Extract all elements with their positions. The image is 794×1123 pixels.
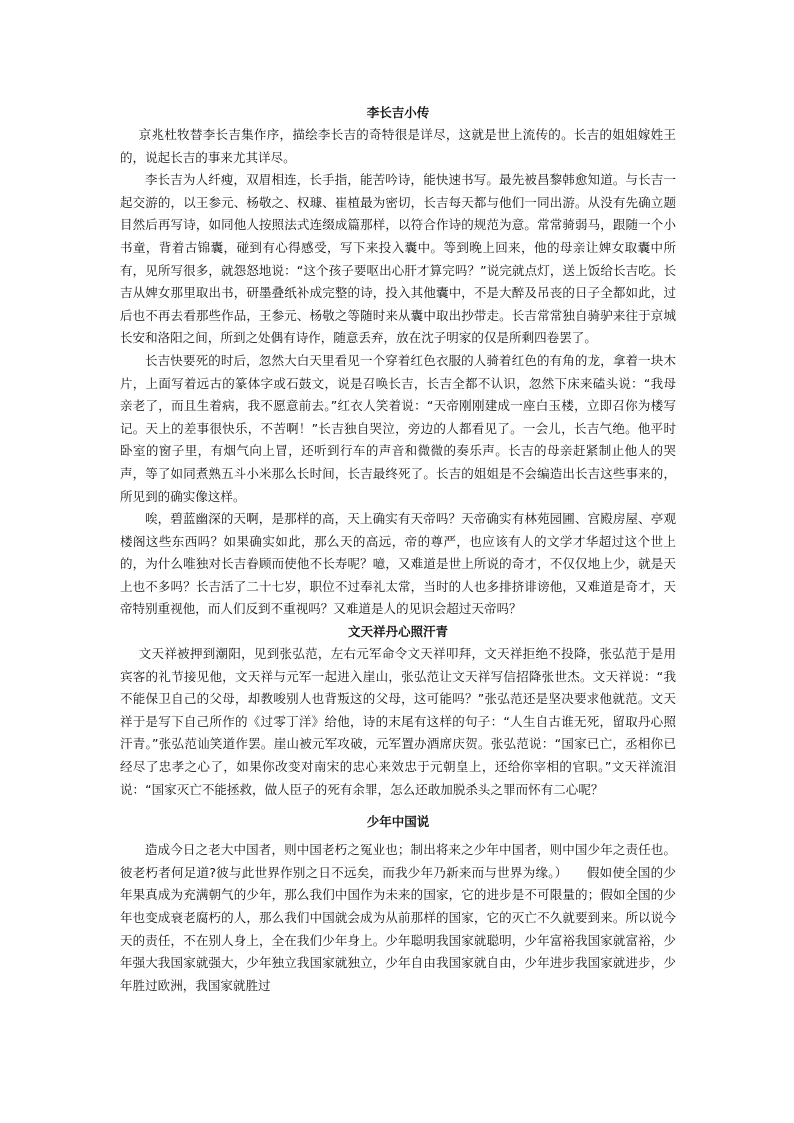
paragraph-li-changji-1: 京兆杜牧替李长吉集作序，描绘李长吉的奇特很是详尽，这就是世上流传的。长吉的姐姐嫁姓王的，说起长吉的事来尤其详尽。 — [120, 127, 676, 165]
paragraph-li-changji-2: 李长吉为人纤瘦，双眉相连，长手指，能苦吟诗，能快速书写。最先被昌黎韩愈知道。与长吉一起交游的，以王参元、杨敬之、权璩、崔植最为密切，长吉每天都与他们一同出游。从没有先确立题目然后再写诗，如同他人按照法式连缀成篇那样，以符合作诗的规范为意。常常骑弱马，跟随一个小书童，背着古锦囊，碰到有心得感受，写下来投入囊中。等到晚上回来，他的母亲让婢女取囊中所有，见所写很多，就怨怒地说：“这个孩子要呕出心肝才算完吗？”说完就点灯，送上饭给长吉吃。长吉从婢女那里取出书，研墨叠纸补成完整的诗，投入其他囊中，不是大醉及吊丧的日子全都如此，过后也不再去看那些作品，王参元、杨敬之等随时来从囊中取出抄带走。长吉常常独自骑驴来往于京城长安和洛阳之间，所到之处偶有诗作，随意丢弃，放在沈子明家的仅是所剩四卷罢了。 — [120, 172, 676, 346]
paragraph-wen-tianxiang-1: 文天祥被押到潮阳，见到张弘范，左右元军命令文天祥叩拜，文天祥拒绝不投降，张弘范于是用宾客的礼节接见他，文天祥与元军一起进入崖山，张弘范让文天祥写信招降张世杰。文天祥说：“我不能保卫自己的父母，却教唆别人也背叛这的父母，这可能吗？”张弘范还是坚决要求他就范。文天祥于是写下自己所作的《过零丁洋》给他，诗的末尾有这样的句子：“人生自古谁无死，留取丹心照汗青。”张弘范讪笑道作罢。崖山被元军攻破，元军置办酒席庆贺。张弘范说：“国家已亡，丞相你已经尽了忠孝之心了，如果你改变对南宋的忠心来效忠于元朝皇上，还给你宰相的官职。”文天祥流泪说：“国家灭亡不能拯救，做人臣子的死有余罪，怎么还敢加脱杀头之罪而怀有二心呢？ — [120, 646, 676, 797]
section-title-shaonian-zhongguo: 少年中国说 — [366, 814, 430, 830]
section-title-li-changji: 李长吉小传 — [366, 105, 430, 120]
paragraph-li-changji-3: 长吉快要死的时后，忽然大白天里看见一个穿着红色衣服的人骑着红色的有角的龙，拿着一块木片，上面写着远古的篆体字或石鼓文，说是召唤长吉，长吉全都不认识，忽然下床来磕头说：“我母亲老了，而且生着病，我不愿意前去。”红衣人笑着说：“天帝刚刚建成一座白玉楼，立即召你为楼写记。天上的差事很快乐，不苦啊！”长吉独自哭泣，旁边的人都看见了。一会儿，长吉气绝。他平时卧室的窗子里，有烟气向上冒，还听到行车的声音和微微的奏乐声。长吉的母亲赶紧制止他人的哭声，等了如同煮熟五斗小米那么长时间，长吉最终死了。长吉的姐姐是不会编造出长吉这些事来的，所见到的确实像这样。 — [120, 352, 676, 504]
paragraph-shaonian-zhongguo-1: 造成今日之老大中国者，则中国老朽之冤业也；制出将来之少年中国者，则中国少年之责任也。彼老朽者何足道?彼与此世界作别之日不远矣，而我少年乃新来而与世界为缘。） 假如使全国的少年果真成为充满朝气的少年，那么我们中国作为未来的国家，它的进步是不可限量的；假如全国的少年也变成衰老腐朽的人，那么我们中国就会成为从前那样的国家，它的灭亡不久就要到来。所以说今天的责任，不在别人身上，全在我们少年身上。少年聪明我国家就聪明，少年富裕我国家就富裕，少年强大我国家就强大，少年独立我国家就独立，少年自由我国家就自由，少年进步我国家就进步，少年胜过欧洲，我国家就胜过 — [120, 842, 676, 993]
document-page — [120, 102, 676, 997]
paragraph-li-changji-4: 唉，碧蓝幽深的天啊，是那样的高，天上确实有天帝吗？天帝确实有林苑园圃、宫殿房屋、亭观楼阁这些东西吗？如果确实如此，那么天的高远，帝的尊严，也应该有人的文学才华超过这个世上的，为什么唯独对长吉眷顾而使他不长寿呢？噫，又难道是世上所说的奇才，不仅仅地上少，就是天上也不多吗？长吉活了二十七岁，职位不过奉礼太常，当时的人也多排挤诽谤他，又难道是奇才，天帝特别重视他，而人们反到不重视吗？又难道是人的见识会超过天帝吗？ — [120, 511, 676, 617]
section-title-wen-tianxiang: 文天祥丹心照汗青 — [347, 624, 448, 640]
